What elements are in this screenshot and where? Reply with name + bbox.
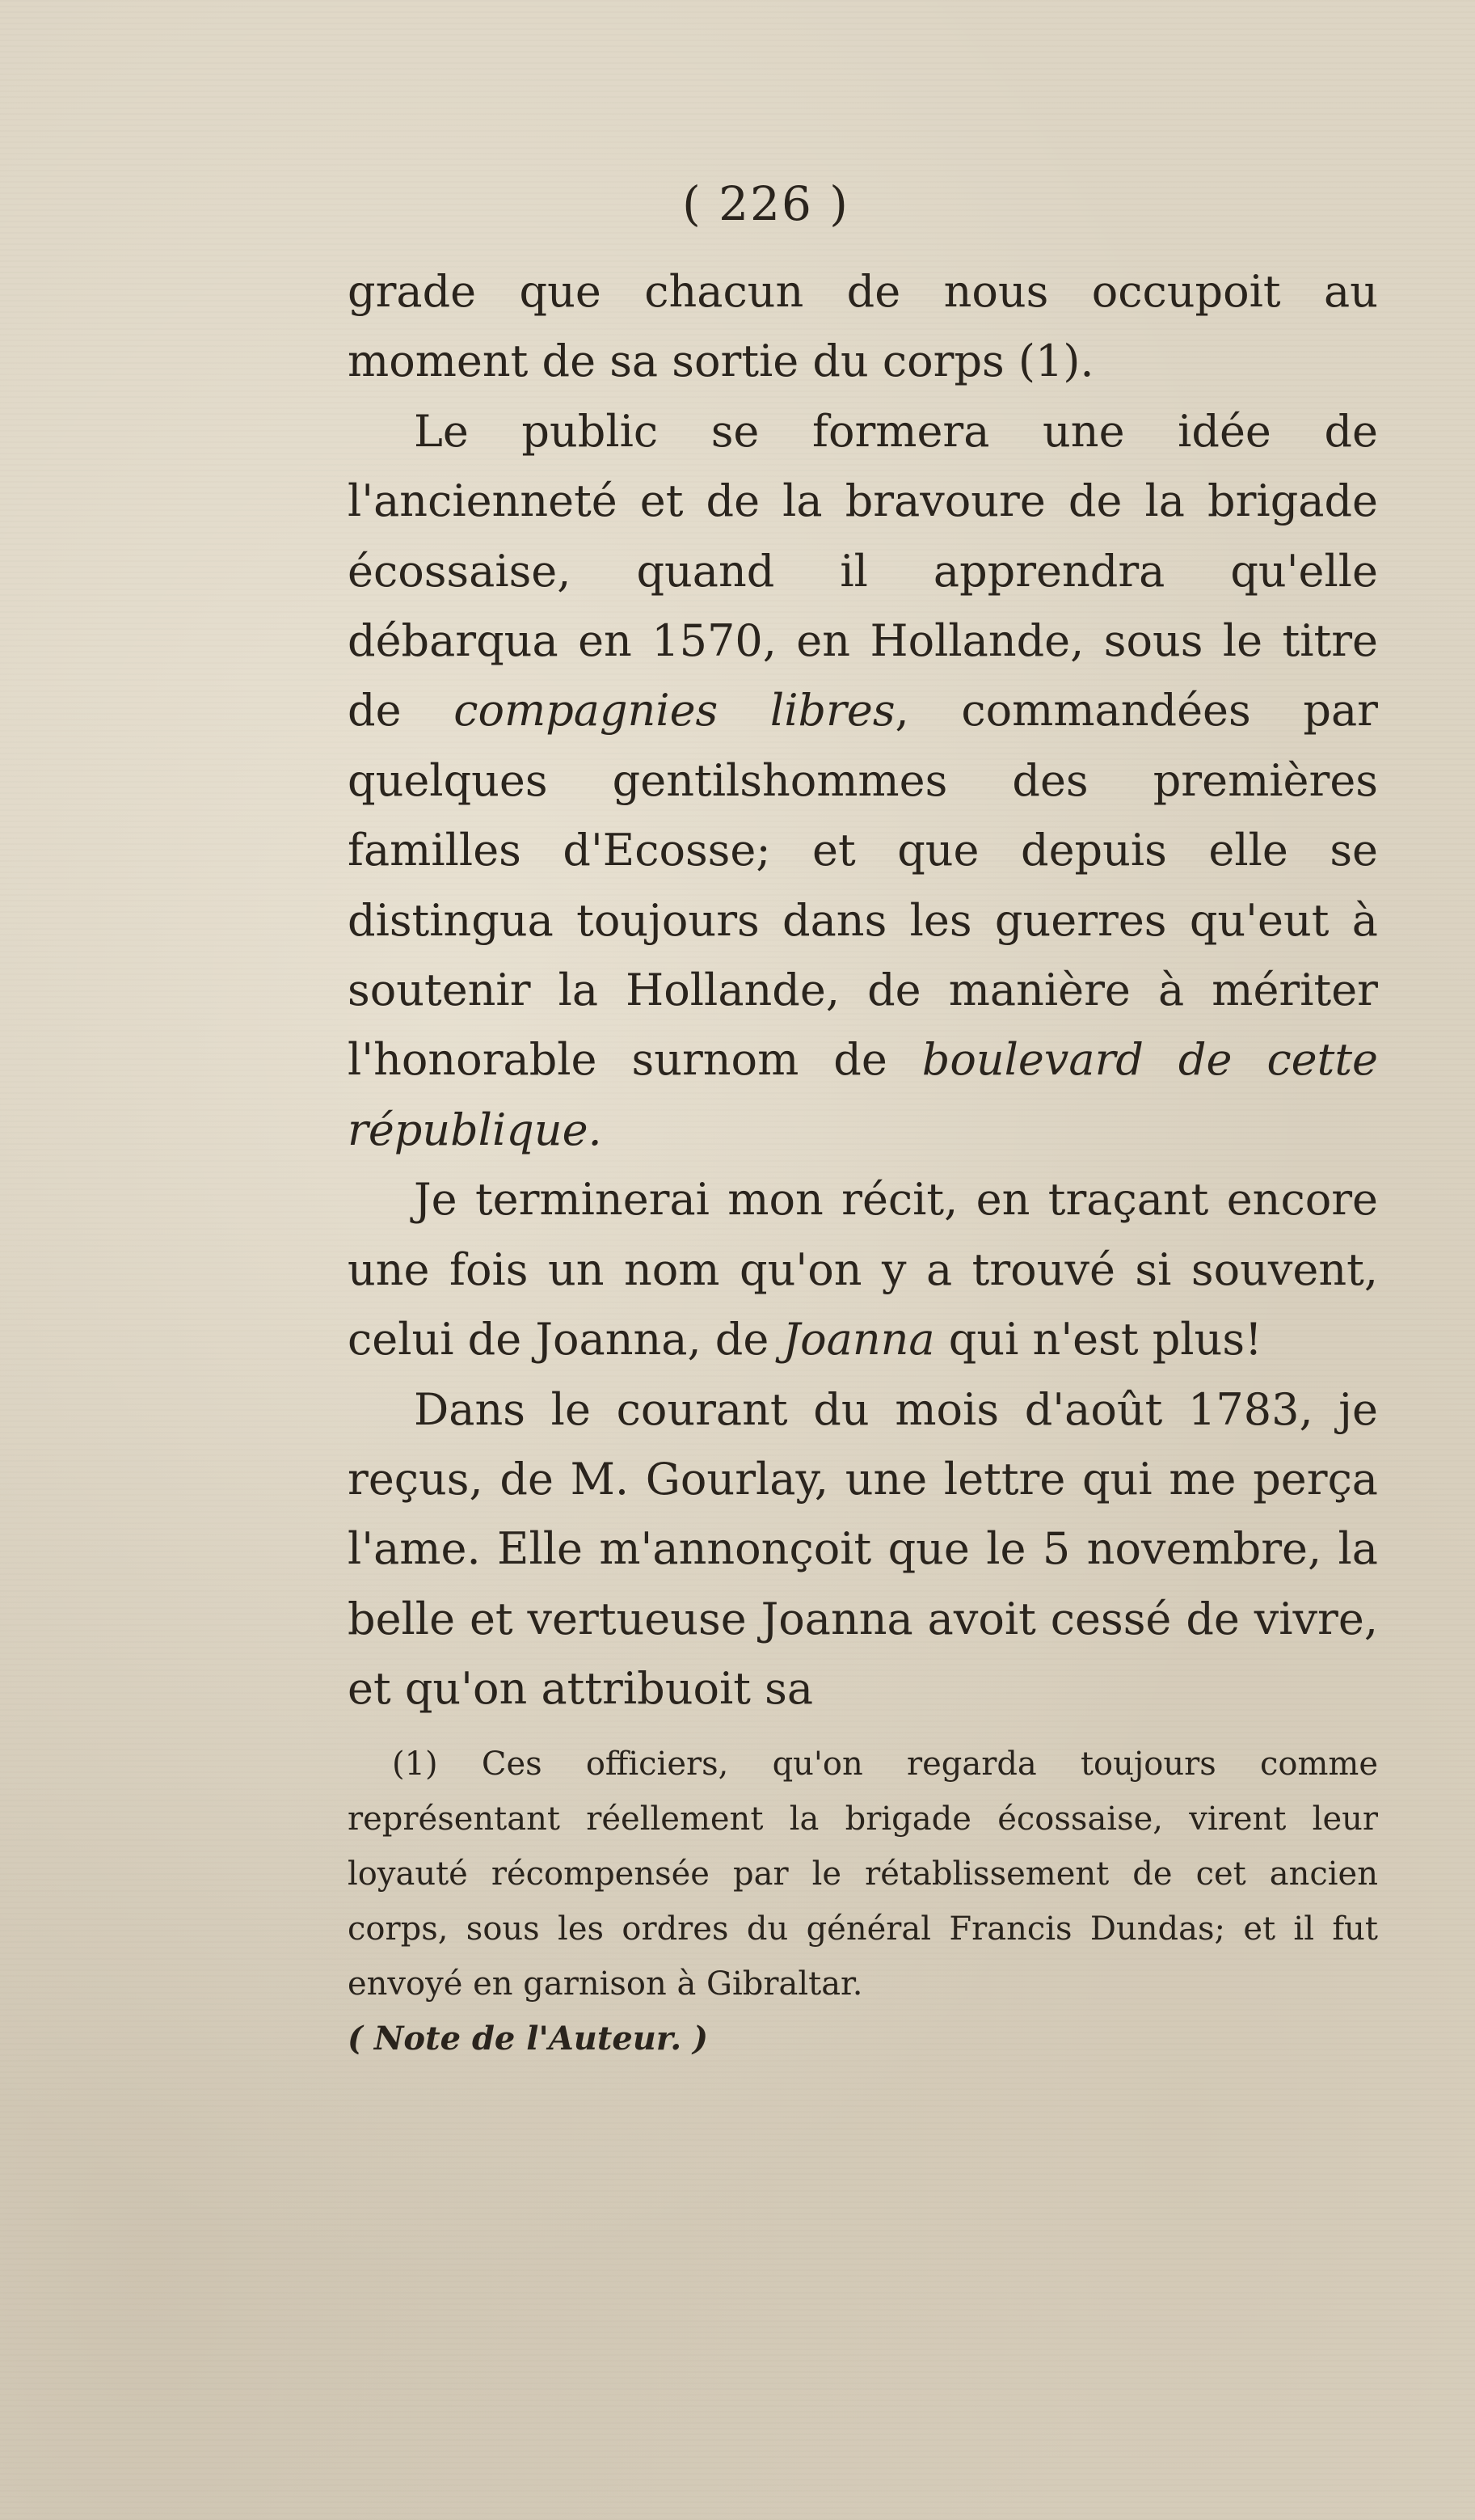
text-run: Je terminerai mon récit, en traçant encore une fois un nom qu'on y a trouvé si souvent, celui de Joanna, de	[348, 1174, 1378, 1366]
text-run: qui n'est plus!	[934, 1314, 1262, 1366]
text-run: Le public se formera une idée de l'ancienneté et de la bravoure de la brigade écossaise, quand il apprendra qu'elle débarqua en 1570, en Hollande, sous le titre de	[348, 405, 1378, 737]
footnote-author-note: ( Note de l'Auteur. )	[348, 2020, 709, 2058]
italic-text: compagnies libres	[453, 685, 896, 737]
italic-text: Joanna	[782, 1314, 935, 1366]
footnote-text	[348, 1737, 1378, 2066]
paragraph	[348, 397, 1378, 1165]
italic-text: boulevard de cette république.	[348, 1034, 1378, 1155]
text-run: grade que chacun de nous occupoit au moment de sa sortie du corps (1).	[348, 266, 1378, 387]
page-number: ( 226 )	[682, 176, 849, 231]
paragraph	[348, 257, 1378, 397]
footnote-body: (1) Ces officiers, qu'on regarda toujours comme représentant réellement la brigade écossaise, virent leur loyauté récompensée par le rétablissement de cet ancien corps, sous les ordres du général Francis Dundas; et il fut envoyé en garnison à Gibraltar.	[348, 1745, 1378, 2003]
paragraph	[348, 1375, 1378, 1724]
footnote	[348, 1737, 1378, 2066]
body-text	[348, 257, 1378, 1724]
text-run: , commandées par quelques gentilshommes des premières familles d'Ecosse; et que depuis elle se distingua toujours dans les guerres qu'eut à soutenir la Hollande, de manière à mériter l'honorable surnom de	[348, 685, 1378, 1086]
text-run: Dans le courant du mois d'août 1783, je reçus, de M. Gourlay, une lettre qui me perça l'ame. Elle m'annonçoit que le 5 novembre, la belle et vertueuse Joanna avoit cessé de vivre, et qu'on attribuoit sa	[348, 1383, 1378, 1715]
paragraph	[348, 1165, 1378, 1374]
